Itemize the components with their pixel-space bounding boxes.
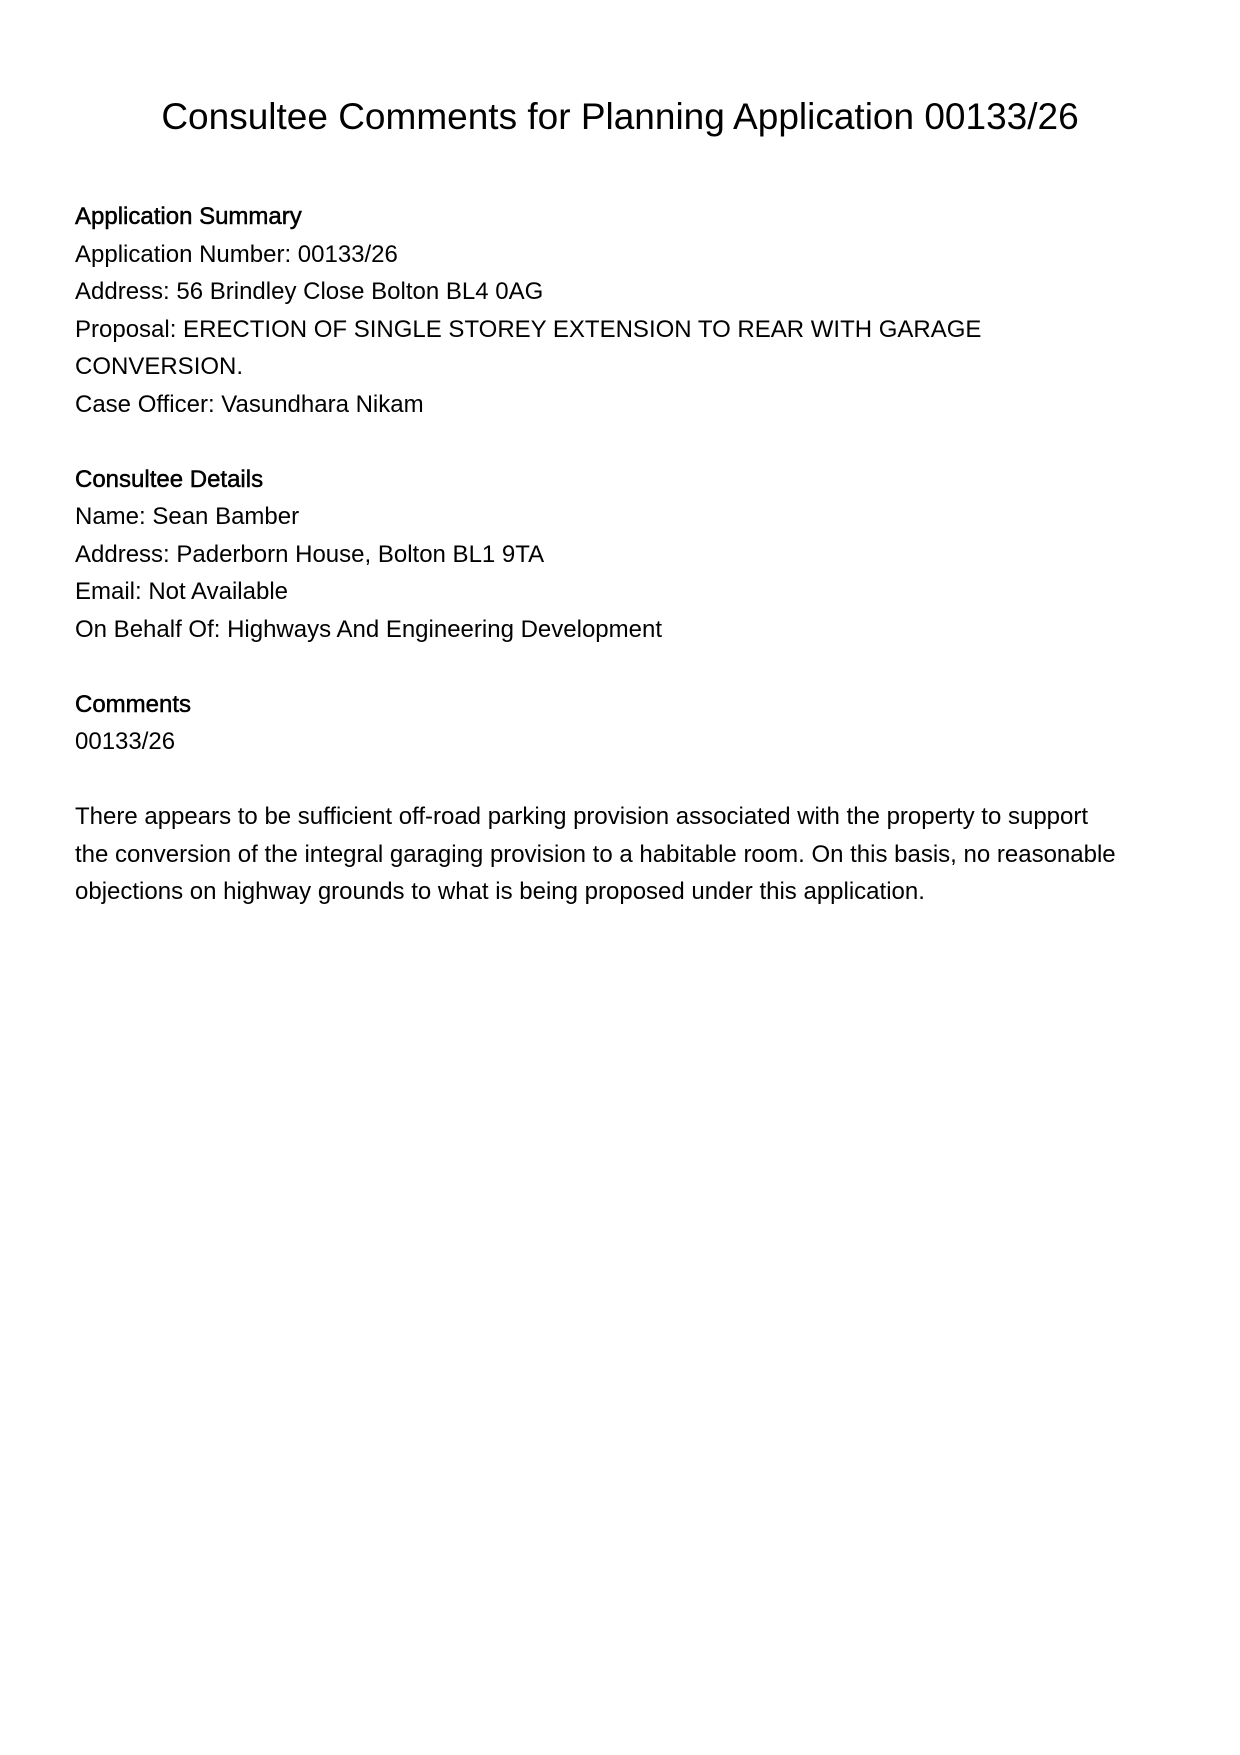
document-content (75, 198, 1175, 948)
comments-body-line-2: the conversion of the integral garaging provision to a habitable room. On this basis, no reasonable (75, 840, 1116, 868)
consultee-address: Address: Paderborn House, Bolton BL1 9TA (75, 540, 545, 568)
consultee-details-heading: Consultee Details (75, 465, 264, 493)
comments-section (75, 686, 1175, 911)
comments-body-line-3: objections on highway grounds to what is being proposed under this application. (75, 878, 925, 905)
on-behalf-of: On Behalf Of: Highways And Engineering Development (75, 615, 663, 643)
comments-body (75, 798, 1175, 911)
application-number: Application Number: 00133/26 (75, 240, 398, 268)
proposal-line-2: CONVERSION. (75, 353, 244, 380)
comments-heading: Comments (75, 690, 192, 718)
page-title: Consultee Comments for Planning Application 00133/26 (161, 96, 1079, 137)
consultee-name: Name: Sean Bamber (75, 503, 300, 530)
application-summary-section (75, 198, 1175, 423)
consultee-details-section (75, 461, 1175, 649)
consultee-email: Email: Not Available (75, 578, 288, 605)
comments-reference: 00133/26 (75, 728, 176, 755)
proposal-line-1: Proposal: ERECTION OF SINGLE STOREY EXTENSION TO REAR WITH GARAGE (75, 315, 982, 343)
comments-body-line-1: There appears to be sufficient off-road parking provision associated with the property to support (75, 803, 1089, 830)
application-address: Address: 56 Brindley Close Bolton BL4 0AG (75, 278, 544, 305)
case-officer: Case Officer: Vasundhara Nikam (75, 390, 424, 418)
application-summary-heading: Application Summary (75, 203, 302, 230)
